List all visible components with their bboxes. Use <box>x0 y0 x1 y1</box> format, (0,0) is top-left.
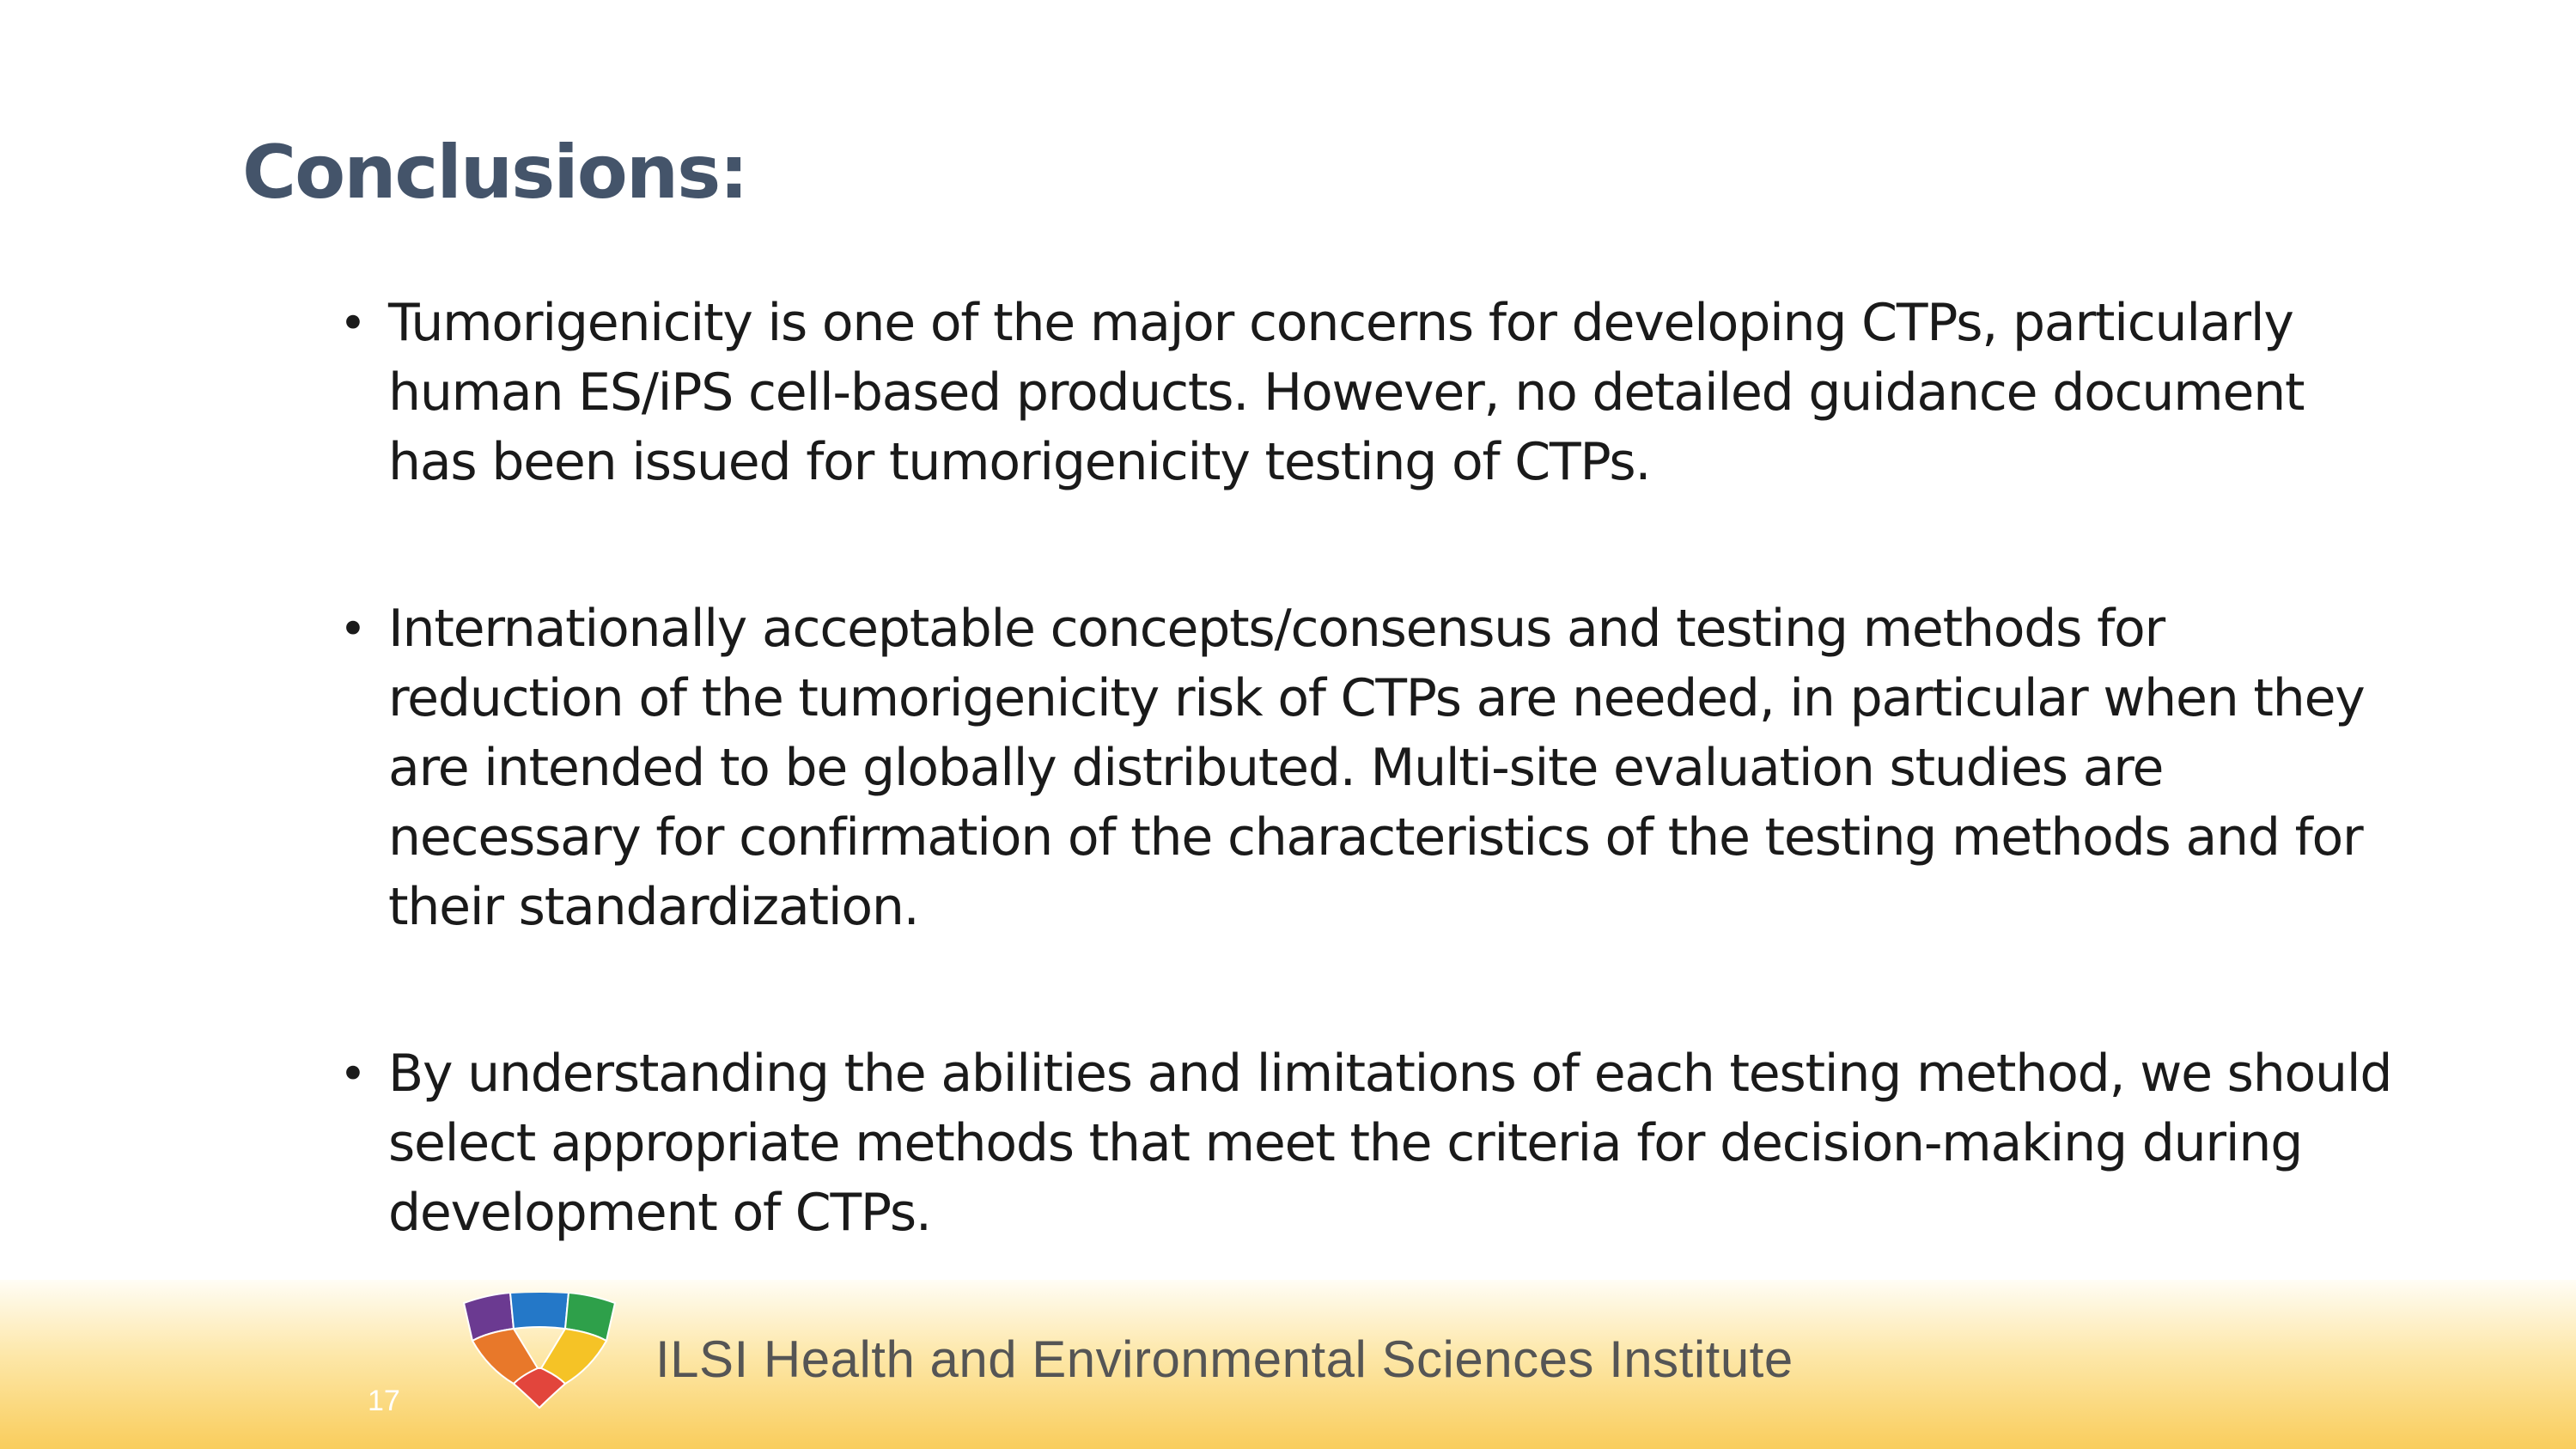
bullet-line: Internationally acceptable concepts/consensus and testing methods for <box>388 599 2165 659</box>
bullet-item <box>339 289 2504 497</box>
bullet-line: Tumorigenicity is one of the major concerns for developing CTPs, particularly <box>388 293 2293 353</box>
bullet-marker: • <box>339 602 366 656</box>
bullet-marker: • <box>339 1047 366 1101</box>
bullet-list <box>339 289 2504 1248</box>
bullet-line: development of CTPs. <box>388 1183 931 1243</box>
bullet-line: select appropriate methods that meet the criteria for decision-making during <box>388 1113 2303 1173</box>
page-number: 17 <box>368 1385 400 1417</box>
logo-blue-segment <box>510 1293 569 1329</box>
bullet-line: their standardization. <box>388 877 919 937</box>
bullet-item <box>339 1039 2504 1248</box>
bullet-line: human ES/iPS cell-based products. However, no detailed guidance document <box>388 362 2305 423</box>
bullet-line: reduction of the tumorigenicity risk of CTPs are needed, in particular when they <box>388 668 2365 728</box>
bullet-line: necessary for confirmation of the characteristics of the testing methods and for <box>388 807 2363 868</box>
bullet-item <box>339 594 2504 942</box>
slide-title: Conclusions: <box>242 130 747 216</box>
organization-name: ILSI Health and Environmental Sciences Institute <box>655 1330 1793 1388</box>
bullet-line: are intended to be globally distributed. Multi-site evaluation studies are <box>388 738 2164 798</box>
bullet-line: has been issued for tumorigenicity testing of CTPs. <box>388 432 1651 492</box>
bullet-marker: • <box>339 296 366 350</box>
ilsi-shield-logo-icon <box>462 1293 617 1409</box>
bullet-line: By understanding the abilities and limitations of each testing method, we should <box>388 1044 2392 1104</box>
